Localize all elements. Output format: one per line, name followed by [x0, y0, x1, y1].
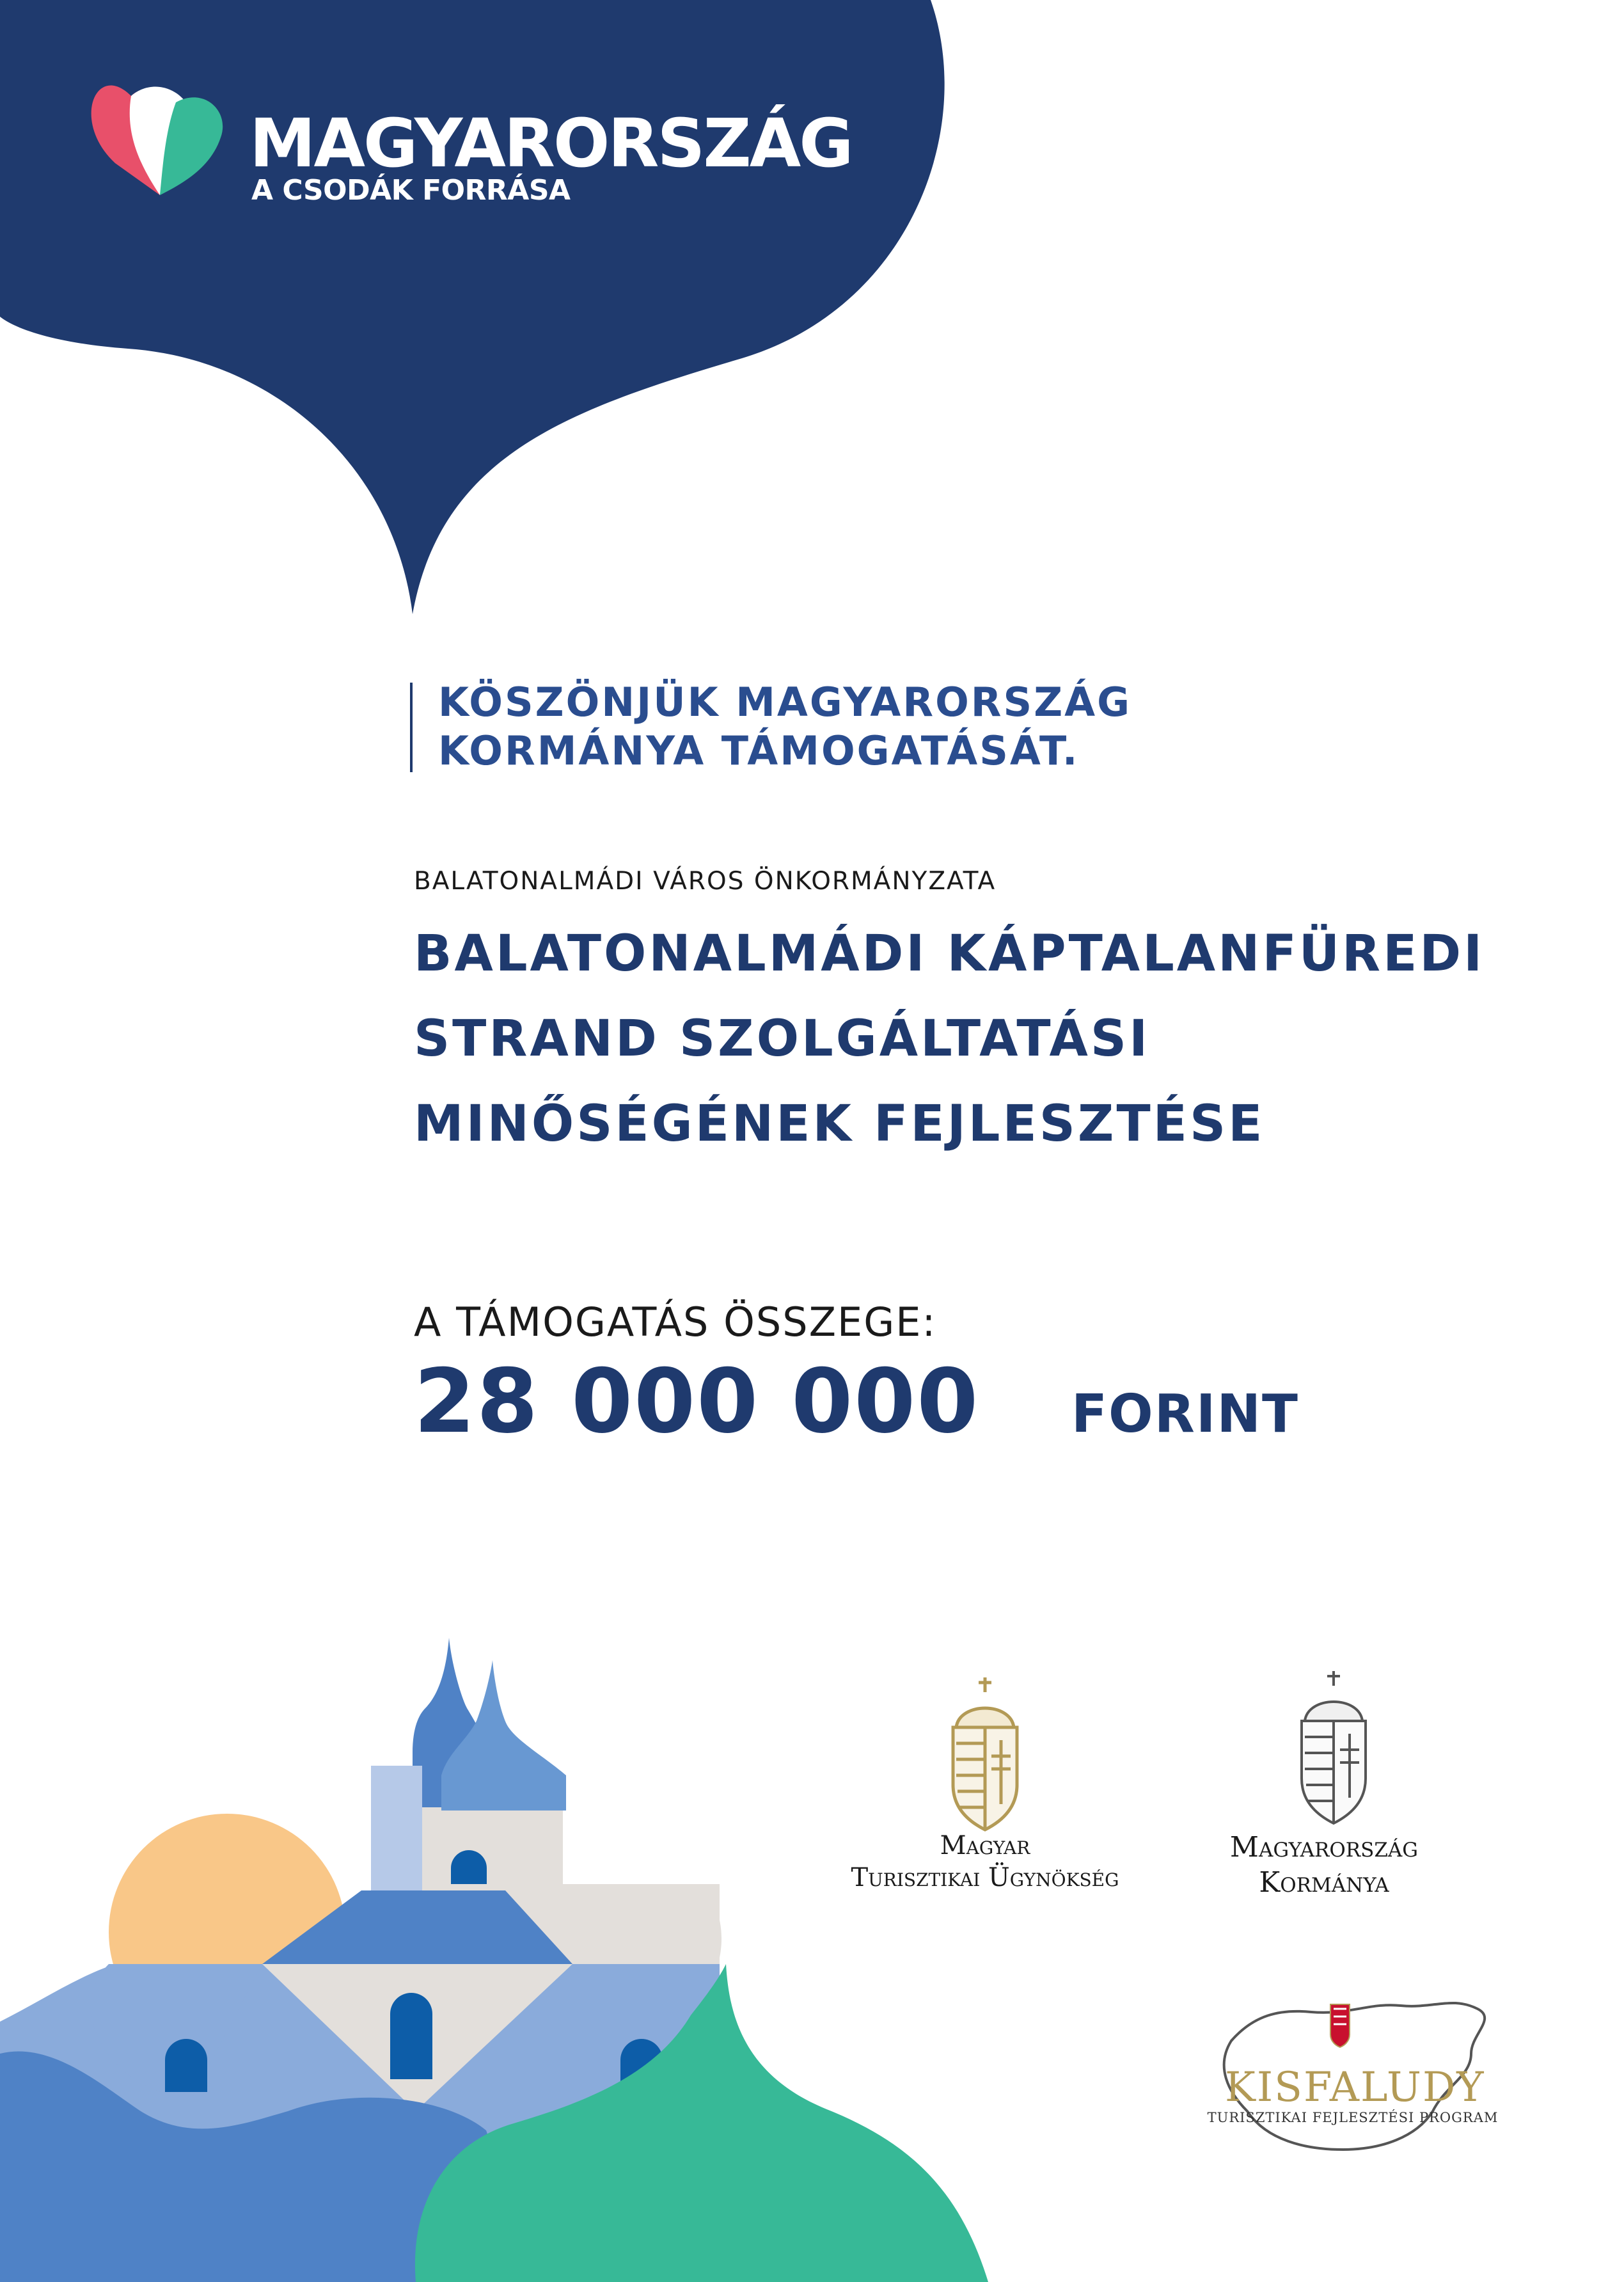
thanks-line-2: KORMÁNYA TÁMOGATÁSÁT.: [438, 727, 1080, 774]
project-title-line-1: BALATONALMÁDI KÁPTALANFÜREDI: [414, 925, 1485, 983]
castle-illustration: [0, 1638, 988, 2282]
project-title-line-3: MINŐSÉGÉNEK FEJLESZTÉSE: [414, 1095, 1265, 1153]
gov-line-1: Magyarország: [1229, 1831, 1419, 1864]
government-coat-of-arms-icon: [1302, 1671, 1366, 1823]
funding-amount: 28 000 000: [414, 1350, 980, 1453]
mtu-line-1: Magyar: [940, 1831, 1030, 1860]
mtu-logo-text: [793, 1830, 1177, 1894]
funding-label: A TÁMOGATÁS ÖSSZEGE:: [414, 1299, 937, 1345]
government-logo-text: [1190, 1830, 1458, 1900]
thanks-accent-bar: [410, 683, 413, 772]
thanks-text: [438, 678, 1131, 775]
project-title: [414, 912, 1485, 1167]
kisfaludy-name: KISFALUDY: [1225, 2064, 1485, 2111]
beneficiary-name: BALATONALMÁDI VÁROS ÖNKORMÁNYZATA: [414, 867, 997, 896]
brand-subtitle: A CSODÁK FORRÁSA: [251, 174, 571, 207]
gov-line-2: Kormánya: [1259, 1866, 1389, 1899]
thanks-line-1: KÖSZÖNJÜK MAGYARORSZÁG: [438, 679, 1132, 725]
funding-currency: FORINT: [1071, 1384, 1299, 1445]
mtu-coat-of-arms-icon: [953, 1677, 1017, 1830]
project-title-line-2: STRAND SZOLGÁLTATÁSI: [414, 1010, 1151, 1068]
mtu-line-2: Turisztikai Ügynökség: [851, 1863, 1119, 1892]
brand-title: MAGYARORSZÁG: [249, 104, 852, 182]
kisfaludy-subtitle: TURISZTIKAI FEJLESZTÉSI PROGRAM: [1207, 2110, 1499, 2125]
